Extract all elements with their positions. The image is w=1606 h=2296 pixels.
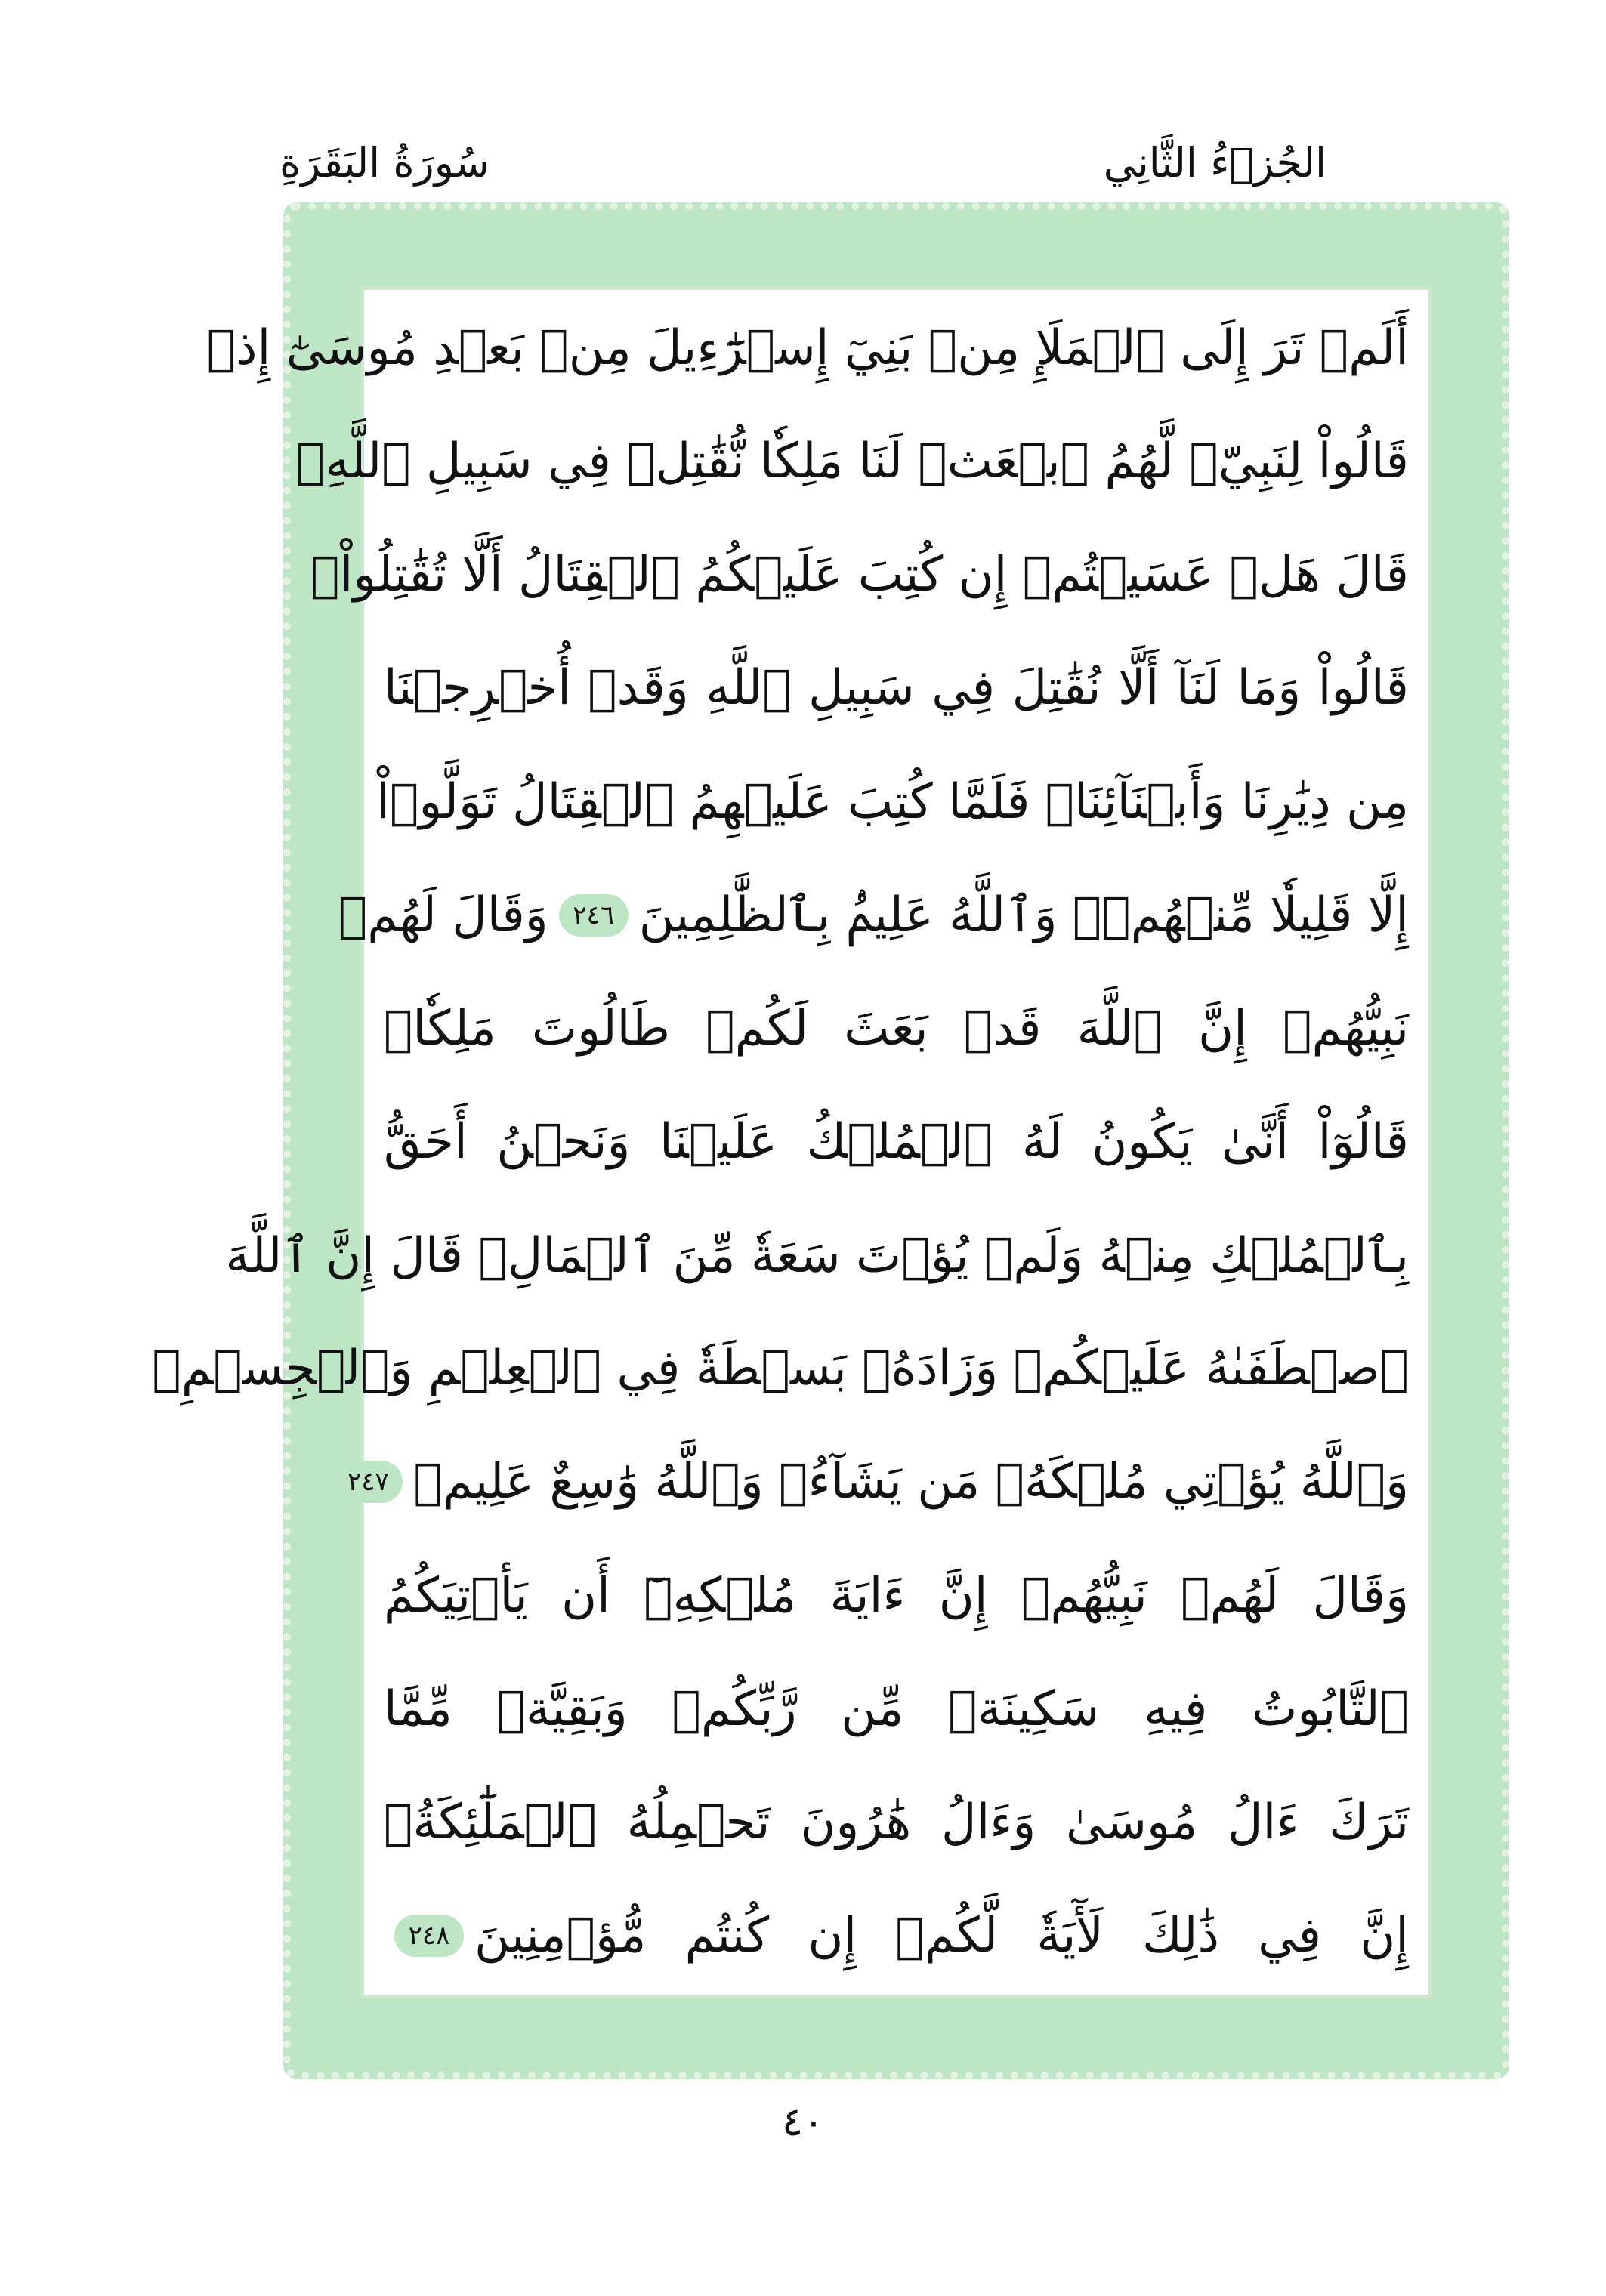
ayah-number-marker: ٢٤٧	[333, 1461, 403, 1503]
verse-text: مِن دِيَٰرِنَا وَأَبۡنَآئِنَاۖ فَلَمَّا كُتِبَ عَلَيۡهِمُ ٱلۡقِتَالُ تَوَلَّوۡاْ	[376, 773, 1409, 830]
text-line	[384, 1544, 1409, 1648]
verse-text: وَٱللَّهُ يُؤۡتِي مُلۡكَهُۥ مَن يَشَآءُۚ وَٱللَّهُ وَٰسِعٌ عَلِيمٞ	[413, 1454, 1409, 1511]
text-line	[295, 409, 1409, 514]
verse-text: ٱلتَّابُوتُ فِيهِ سَكِينَةٞ مِّن رَّبِّكُمۡ وَبَقِيَّةٞ مِّمَّا	[384, 1680, 1409, 1737]
surah-title: سُورَةُ البَقَرَةِ	[280, 138, 490, 187]
juz-title: الجُزۡءُ الثَّانِي	[1103, 138, 1326, 187]
page-header	[280, 128, 1326, 196]
verse-text: وَقَالَ لَهُمۡ نَبِيُّهُمۡ إِنَّ ءَايَةَ مُلۡكِهِۦٓ أَن يَأۡتِيَكُمُ	[384, 1567, 1409, 1624]
text-line	[310, 523, 1409, 627]
text-line	[152, 1316, 1409, 1421]
quran-text-block	[152, 296, 1409, 1988]
verse-text: أَلَمۡ تَرَ إِلَى ٱلۡمَلَإِ مِنۢ بَنِيٓ إِسۡرَٰٓءِيلَ مِنۢ بَعۡدِ مُوسَىٰٓ إِذۡ	[206, 320, 1409, 376]
verse-text: تَرَكَ ءَالُ مُوسَىٰ وَءَالُ هَٰرُونَ تَحۡمِلُهُ ٱلۡمَلَٰٓئِكَةُۚ	[384, 1794, 1409, 1850]
text-line	[347, 1430, 1409, 1534]
verse-text: قَالُوٓاْ أَنَّىٰ يَكُونُ لَهُ ٱلۡمُلۡكُ عَلَيۡنَا وَنَحۡنُ أَحَقُّ	[384, 1113, 1409, 1170]
text-line	[384, 1770, 1409, 1875]
verse-text: قَالَ هَلۡ عَسَيۡتُمۡ إِن كُتِبَ عَلَيۡكُمُ ٱلۡقِتَالُ أَلَّا تُقَٰتِلُواْۖ	[310, 547, 1409, 603]
text-line	[384, 1884, 1409, 1988]
text-line	[338, 863, 1409, 967]
text-line	[384, 977, 1409, 1081]
ayah-number-marker: ٢٤٨	[394, 1915, 464, 1957]
text-line	[384, 1657, 1409, 1761]
verse-text: نَبِيُّهُمۡ إِنَّ ٱللَّهَ قَدۡ بَعَثَ لَكُمۡ طَالُوتَ مَلِكٗاۚ	[384, 1000, 1409, 1057]
verse-text: ٱصۡطَفَىٰهُ عَلَيۡكُمۡ وَزَادَهُۥ بَسۡطَةٗ فِي ٱلۡعِلۡمِ وَٱلۡجِسۡمِۖ	[152, 1341, 1409, 1397]
verse-text: وَقَالَ لَهُمۡ	[338, 887, 548, 943]
text-line	[384, 636, 1409, 740]
verse-text: بِٱلۡمُلۡكِ مِنۡهُ وَلَمۡ يُؤۡتَ سَعَةٗ مِّنَ ٱلۡمَالِۚ قَالَ إِنَّ ٱللَّهَ	[225, 1227, 1409, 1284]
page-number: ٤٠	[782, 2100, 824, 2145]
text-line	[206, 296, 1409, 400]
verse-text: قَالُواْ لِنَبِيّٖ لَّهُمُ ٱبۡعَثۡ لَنَا مَلِكٗا نُّقَٰتِلۡ فِي سَبِيلِ ٱللَّهِۖ	[295, 434, 1409, 490]
text-line	[225, 1203, 1409, 1307]
text-line	[384, 1090, 1409, 1194]
text-line	[376, 750, 1409, 854]
verse-text: إِنَّ فِي ذَٰلِكَ لَأٓيَةٗ لَّكُمۡ إِن كُنتُم مُّؤۡمِنِينَ	[474, 1907, 1409, 1964]
verse-text: قَالُواْ وَمَا لَنَآ أَلَّا نُقَٰتِلَ فِي سَبِيلِ ٱللَّهِ وَقَدۡ أُخۡرِجۡنَا	[384, 660, 1409, 717]
ayah-number-marker: ٢٤٦	[559, 894, 629, 937]
verse-text: إِلَّا قَلِيلٗا مِّنۡهُمۡۚ وَٱللَّهُ عَلِيمُۢ بِٱلظَّٰلِمِينَ	[638, 887, 1409, 944]
